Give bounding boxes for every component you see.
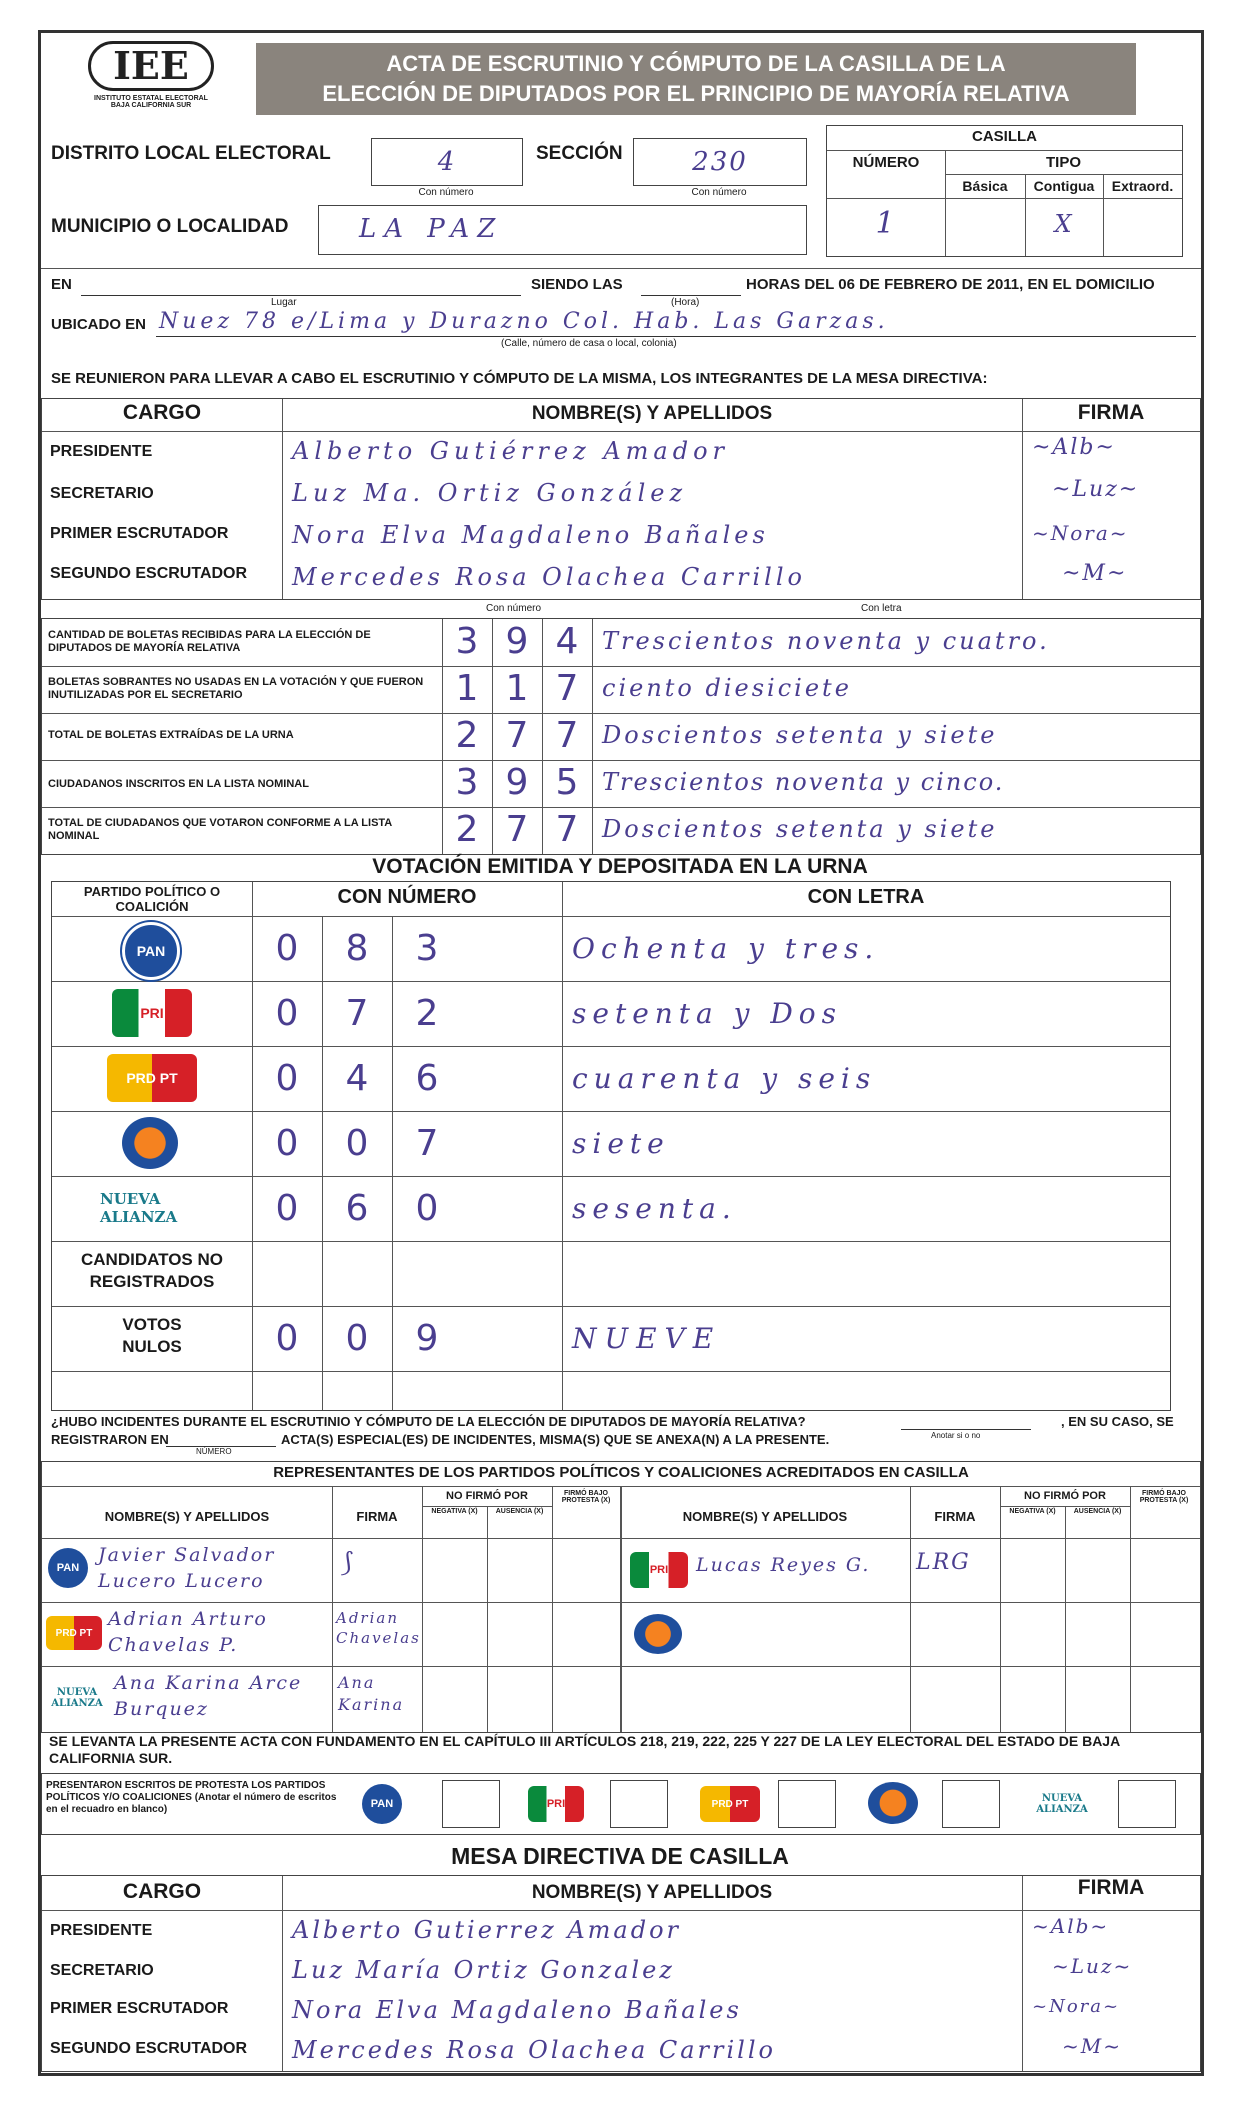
rep-nombre: Ana Karina Arce Burquez — [114, 1672, 303, 1720]
rep-nombre-header: NOMBRE(S) Y APELLIDOS — [104, 1509, 270, 1524]
municipio-label: MUNICIPIO O LOCALIDAD — [51, 216, 289, 237]
pri-logo-icon: PRI — [630, 1552, 688, 1588]
nueva-alianza-logo-icon: NUEVA ALIANZA — [51, 1687, 103, 1709]
rep-row — [42, 1666, 620, 1732]
digit: 1 — [505, 668, 529, 709]
digit: 0 — [415, 1188, 439, 1229]
votacion-title: VOTACIÓN EMITIDA Y DEPOSITADA EN LA URNA — [372, 855, 868, 878]
rep-nombre: Javier Salvador Lucero Lucero — [98, 1544, 276, 1592]
digit: 7 — [505, 809, 529, 850]
boletas-row-label: CANTIDAD DE BOLETAS RECIBIDAS PARA LA ELECCIÓN DE DIPUTADOS DE MAYORÍA RELATIVA — [48, 629, 371, 654]
boletas-row-letra: Trescientos noventa y cinco. — [602, 768, 1005, 796]
votacion-row — [52, 1241, 1170, 1306]
rep-firma-header: FIRMA — [934, 1509, 976, 1524]
digit: 6 — [415, 1058, 439, 1099]
rep-row — [42, 1602, 620, 1666]
votacion-row — [52, 981, 1170, 1046]
votacion-row — [52, 916, 1170, 981]
firma-secretario: ~Luz~ — [1052, 477, 1140, 502]
basica-label: Básica — [962, 178, 1008, 194]
digit: 7 — [415, 1123, 439, 1164]
rep-nombre-header: NOMBRE(S) Y APELLIDOS — [682, 1509, 848, 1524]
boletas-row-letra: Doscientos setenta y siete — [602, 721, 998, 749]
con-letra-hint: Con letra — [861, 603, 902, 614]
seccion-value: 230 — [692, 147, 748, 177]
votacion-row — [52, 1306, 1170, 1371]
rep-no-firmo-header: NO FIRMÓ POR — [1024, 1490, 1106, 1502]
cargo-segundo-escrutador: SEGUNDO ESCRUTADOR — [50, 2040, 248, 2057]
registraron-label: REGISTRARON EN — [51, 1432, 169, 1447]
rep-bajo-protesta-header: FIRMÓ BAJO PROTESTA (X) — [561, 1490, 611, 1504]
firma-segundo-escrutador: ~M~ — [1062, 561, 1128, 586]
nombre-presidente: Alberto Gutiérrez Amador — [292, 437, 730, 465]
institute-name: INSTITUTO ESTATAL ELECTORAL — [94, 95, 208, 102]
rep-row — [620, 1538, 1200, 1602]
escritos-input-nueva-alianza[interactable] — [1118, 1780, 1176, 1828]
boletas-row — [42, 713, 1200, 760]
casilla-numero-value: 1 — [875, 206, 897, 241]
pan-logo-icon: PAN — [48, 1548, 88, 1588]
en-label: EN — [51, 276, 72, 293]
rep-nombre: Adrian Arturo Chavelas P. — [108, 1608, 268, 1656]
prd-pt-logo-icon: PRD PT — [700, 1786, 760, 1822]
mesa2-row — [42, 1990, 1200, 2030]
boletas-row-label: BOLETAS SOBRANTES NO USADAS EN LA VOTACIÓN Y QUE FUERON INUTILIZADAS POR EL SECRETARIO — [48, 676, 424, 701]
digit: 0 — [275, 1188, 299, 1229]
representantes-table — [41, 1461, 1201, 1733]
representantes-title: REPRESENTANTES DE LOS PARTIDOS POLÍTICOS Y COALICIONES ACREDITADOS EN CASILLA — [273, 1464, 969, 1481]
digit: 8 — [345, 928, 369, 969]
letra-header: CON LETRA — [807, 886, 925, 908]
digit: 7 — [555, 715, 579, 756]
votacion-letra: NUEVE — [572, 1322, 722, 1355]
rep-firma: LRG — [916, 1550, 971, 1575]
partido-header: PARTIDO POLÍTICO O COALICIÓN — [83, 884, 221, 914]
rep-firma: Ana Karina — [338, 1673, 405, 1714]
firma-header: FIRMA — [1077, 1876, 1145, 1899]
votacion-letra: Ochenta y tres. — [572, 932, 880, 965]
digit: 0 — [345, 1318, 369, 1359]
votacion-row — [52, 1046, 1170, 1111]
digit: 5 — [555, 762, 579, 803]
digit: 7 — [505, 715, 529, 756]
nombre-secretario: Luz María Ortiz Gonzalez — [292, 1956, 675, 1984]
escritos-label: PRESENTARON ESCRITOS DE PROTESTA LOS PARTIDOS POLÍTICOS Y/O COALICIONES (Anotar el número de escritos en el recuadro en blanco) — [46, 1780, 337, 1815]
firma-presidente: ~Alb~ — [1032, 1914, 1110, 1938]
nueva-alianza-logo-icon: NUEVA ALIANZA — [100, 1190, 178, 1226]
boletas-row — [42, 760, 1200, 807]
votacion-table — [51, 881, 1171, 1411]
boletas-row-label: CIUDADANOS INSCRITOS EN LA LISTA NOMINAL — [48, 778, 309, 790]
tipo-label: TIPO — [1045, 154, 1081, 171]
votacion-letra: siete — [572, 1127, 670, 1160]
boletas-row-label: TOTAL DE BOLETAS EXTRAÍDAS DE LA URNA — [48, 729, 294, 741]
numero-header: CON NÚMERO — [337, 886, 477, 908]
votacion-letra: sesenta. — [572, 1192, 737, 1225]
ubicado-label: UBICADO EN — [51, 316, 147, 333]
digit: 7 — [555, 668, 579, 709]
boletas-row-label: TOTAL DE CIUDADANOS QUE VOTARON CONFORME A LA LISTA NOMINAL — [48, 817, 392, 842]
digit: 0 — [275, 993, 299, 1034]
ubicado-value: Nuez 78 e/Lima y Durazno Col. Hab. Las Garzas. — [159, 309, 889, 334]
mesa-directiva-final-table — [41, 1875, 1201, 2072]
mesa2-row — [42, 1910, 1200, 1950]
digit: 4 — [555, 621, 579, 662]
seccion-label: SECCIÓN — [536, 143, 623, 164]
contigua-mark: X — [1054, 210, 1074, 238]
votacion-row — [52, 1111, 1170, 1176]
votacion-letra: cuarenta y seis — [572, 1062, 877, 1095]
digit: 3 — [455, 762, 479, 803]
rep-bajo-protesta-header: FIRMÓ BAJO PROTESTA (X) — [1139, 1490, 1189, 1504]
incidentes-question: ¿HUBO INCIDENTES DURANTE EL ESCRUTINIO Y CÓMPUTO DE LA ELECCIÓN DE DIPUTADOS DE MAYORÍA RELATIVA? — [51, 1414, 806, 1429]
acta-form — [38, 30, 1204, 2076]
digit: 7 — [555, 809, 579, 850]
escritos-input-prd-pt[interactable] — [778, 1780, 836, 1828]
digit: 1 — [455, 668, 479, 709]
cargo-primer-escrutador: PRIMER ESCRUTADOR — [50, 525, 229, 542]
nombre-secretario: Luz Ma. Ortiz González — [292, 479, 688, 507]
mesa2-row — [42, 2030, 1200, 2070]
digit: 0 — [275, 928, 299, 969]
municipio-field[interactable] — [318, 205, 807, 255]
digit: 9 — [505, 762, 529, 803]
rep-row — [620, 1602, 1200, 1666]
escritos-input-pan[interactable] — [442, 1780, 500, 1828]
digit: 7 — [345, 993, 369, 1034]
firma-primer-escrutador: ~Nora~ — [1032, 521, 1129, 545]
numero-hint: NÚMERO — [196, 1447, 232, 1456]
nombre-presidente: Alberto Gutierrez Amador — [292, 1916, 682, 1944]
anotar-hint: Anotar si o no — [931, 1431, 981, 1440]
seccion-hint: Con número — [691, 187, 747, 198]
mesa1-row — [42, 473, 1200, 515]
distrito-label: DISTRITO LOCAL ELECTORAL — [51, 143, 331, 164]
distrito-hint: Con número — [418, 187, 474, 198]
digit: 0 — [275, 1058, 299, 1099]
coalicion-logo-icon — [634, 1614, 682, 1654]
calle-hint: (Calle, número de casa o local, colonia) — [501, 338, 677, 349]
fundamento-text: SE LEVANTA LA PRESENTE ACTA CON FUNDAMENTO EN EL CAPÍTULO III ARTÍCULOS 218, 219, 222, 225 Y 227 DE LA LEY ELECTORAL DEL ESTADO DE BAJA CALIFORNIA SUR. — [49, 1733, 1120, 1766]
digit: 3 — [455, 621, 479, 662]
boletas-row-letra: Trescientos noventa y cuatro. — [602, 627, 1050, 655]
institute-sub: BAJA CALIFORNIA SUR — [110, 102, 192, 109]
rep-ausencia-header: AUSENCIA (X) — [1073, 1508, 1122, 1515]
extraord-label: Extraord. — [1111, 178, 1174, 194]
rep-firma-header: FIRMA — [356, 1509, 398, 1524]
seccion-field[interactable] — [633, 138, 807, 186]
nombre-primer-escrutador: Nora Elva Magdaleno Bañales — [292, 1996, 742, 2024]
nombre-segundo-escrutador: Mercedes Rosa Olachea Carrillo — [292, 563, 806, 591]
cargo-presidente: PRESIDENTE — [50, 443, 153, 460]
title-line-2: ELECCIÓN DE DIPUTADOS POR EL PRINCIPIO DE MAYORÍA RELATIVA — [322, 81, 1070, 106]
cargo-segundo-escrutador: SEGUNDO ESCRUTADOR — [50, 565, 248, 582]
digit: 9 — [505, 621, 529, 662]
digit: 9 — [415, 1318, 439, 1359]
digit: 2 — [415, 993, 439, 1034]
numero-label: NÚMERO — [852, 154, 920, 171]
casilla-box — [826, 125, 1183, 257]
pan-logo-icon: PAN — [362, 1784, 402, 1824]
cargo-presidente: PRESIDENTE — [50, 1922, 153, 1939]
cargo-header: CARGO — [122, 401, 202, 424]
rep-firma: ⟆ — [342, 1548, 355, 1578]
digit: 4 — [345, 1058, 369, 1099]
votacion-letra: setenta y Dos — [572, 997, 843, 1030]
title-line-1: ACTA DE ESCRUTINIO Y CÓMPUTO DE LA CASILLA DE LA — [386, 51, 1006, 76]
digit: 2 — [455, 809, 479, 850]
incidentes-question-end: , EN SU CASO, SE — [1061, 1414, 1174, 1429]
candidatos-no-registrados-label: CANDIDATOS NO REGISTRADOS — [81, 1250, 223, 1291]
digit: 0 — [275, 1318, 299, 1359]
votacion-row — [52, 1176, 1170, 1241]
contigua-label: Contigua — [1033, 178, 1095, 194]
iee-logo-mark: IEE — [88, 41, 214, 91]
rep-negativa-header: NEGATIVA (X) — [431, 1508, 478, 1515]
votos-nulos-label: VOTOS NULOS — [122, 1315, 182, 1356]
distrito-value: 4 — [437, 147, 457, 177]
hora-hint: (Hora) — [671, 297, 700, 308]
digit: 3 — [415, 928, 439, 969]
mesa2-row — [42, 1950, 1200, 1990]
rep-ausencia-header: AUSENCIA (X) — [495, 1508, 544, 1515]
nombre-segundo-escrutador: Mercedes Rosa Olachea Carrillo — [292, 2036, 776, 2064]
distrito-field[interactable] — [371, 138, 523, 186]
mesa1-row — [42, 557, 1200, 599]
rep-row — [42, 1538, 620, 1602]
firma-presidente: ~Alb~ — [1032, 435, 1116, 460]
nueva-alianza-logo-icon: NUEVA ALIANZA — [1036, 1793, 1088, 1815]
cargo-header: CARGO — [122, 1880, 202, 1903]
pri-logo-icon: PRI — [528, 1786, 584, 1822]
iee-logo — [81, 41, 221, 111]
lugar-hint: Lugar — [271, 297, 297, 308]
cargo-secretario: SECRETARIO — [50, 485, 154, 502]
cargo-primer-escrutador: PRIMER ESCRUTADOR — [50, 2000, 229, 2017]
boletas-table — [41, 618, 1201, 855]
rep-nombre: Lucas Reyes G. — [696, 1554, 871, 1576]
mesa1-row — [42, 431, 1200, 473]
coalicion-logo-icon — [868, 1782, 918, 1824]
firma-secretario: ~Luz~ — [1052, 1954, 1133, 1978]
pri-logo-icon: PRI — [112, 989, 192, 1037]
boletas-row — [42, 619, 1200, 666]
digit: 0 — [275, 1123, 299, 1164]
boletas-row — [42, 807, 1200, 854]
nombre-primer-escrutador: Nora Elva Magdaleno Bañales — [292, 521, 769, 549]
digit: 2 — [455, 715, 479, 756]
boletas-row-letra: Doscientos setenta y siete — [602, 815, 998, 843]
boletas-row — [42, 666, 1200, 713]
rep-negativa-header: NEGATIVA (X) — [1009, 1508, 1056, 1515]
mesa1-row — [42, 515, 1200, 557]
mesa2-title: MESA DIRECTIVA DE CASILLA — [451, 1843, 789, 1869]
escritos-input-pri[interactable] — [610, 1780, 668, 1828]
coalicion-logo-icon — [122, 1117, 178, 1169]
horas-text: HORAS DEL 06 DE FEBRERO DE 2011, EN EL DOMICILIO — [746, 276, 1155, 293]
title-band — [256, 43, 1136, 115]
cargo-secretario: SECRETARIO — [50, 1962, 154, 1979]
firma-header: FIRMA — [1077, 401, 1145, 424]
prd-pt-logo-icon: PRD PT — [107, 1054, 197, 1102]
digit: 6 — [345, 1188, 369, 1229]
digit: 0 — [345, 1123, 369, 1164]
prd-pt-logo-icon: PRD PT — [46, 1616, 102, 1650]
con-numero-hint: Con número — [486, 603, 542, 614]
nombre-header: NOMBRE(S) Y APELLIDOS — [531, 1882, 773, 1903]
firma-primer-escrutador: ~Nora~ — [1032, 1996, 1121, 2017]
casilla-label: CASILLA — [972, 128, 1037, 145]
rep-no-firmo-header: NO FIRMÓ POR — [446, 1490, 528, 1502]
registraron-text: ACTA(S) ESPECIAL(ES) DE INCIDENTES, MISMA(S) QUE SE ANEXA(N) A LA PRESENTE. — [281, 1432, 830, 1447]
municipio-value: LA PAZ — [359, 214, 504, 244]
escritos-input-coalicion[interactable] — [942, 1780, 1000, 1828]
nombre-header: NOMBRE(S) Y APELLIDOS — [531, 403, 773, 424]
siendo-label: SIENDO LAS — [531, 276, 623, 293]
pan-logo-icon: PAN — [122, 922, 180, 980]
firma-segundo-escrutador: ~M~ — [1062, 2034, 1122, 2058]
escritos-row — [41, 1773, 1201, 1835]
reunieron-text: SE REUNIERON PARA LLEVAR A CABO EL ESCRUTINIO Y CÓMPUTO DE LA MISMA, LOS INTEGRANTES DE LA MESA DIRECTIVA: — [51, 370, 988, 387]
boletas-row-letra: ciento diesiciete — [602, 674, 852, 702]
mesa-directiva-table — [41, 398, 1201, 600]
rep-firma: Adrian Chavelas — [336, 1609, 421, 1647]
